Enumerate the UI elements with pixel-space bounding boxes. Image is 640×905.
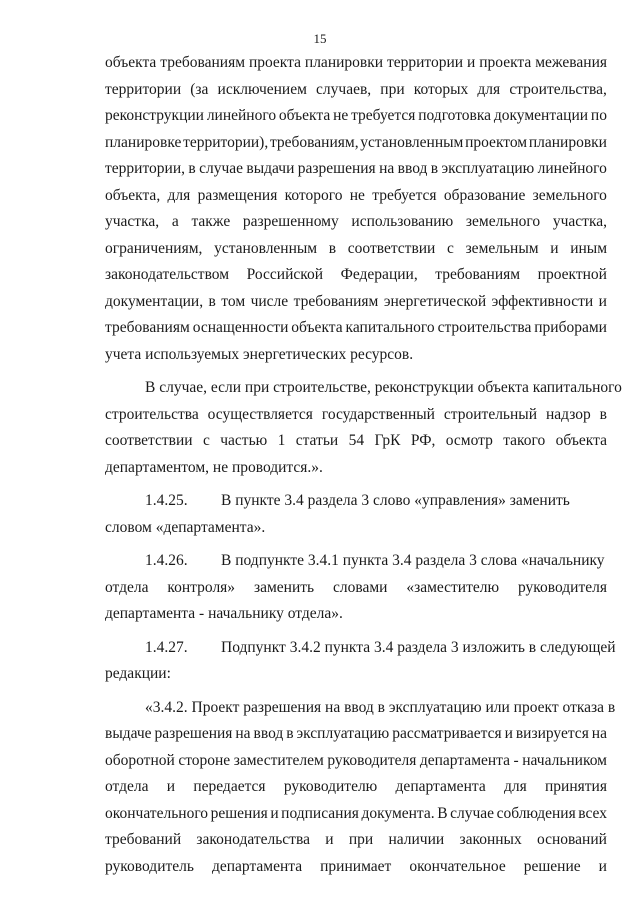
text-line: ограничениям, установленным в соответствии с земельным и иным <box>105 239 607 257</box>
item-text: Подпункт 3.4.2 пункта 3.4 раздела 3 изложить в следующей <box>221 638 616 656</box>
text-line: редакции: <box>105 665 171 682</box>
text-line: отдела контроля» заменить словами «заместителю руководителя <box>105 578 607 596</box>
text-line: окончательного решения и подписания документа. В случае соблюдения всех <box>105 804 607 822</box>
text-line: руководитель департамента принимает окончательное решение и <box>105 857 607 875</box>
text-line <box>105 635 616 662</box>
text-line: выдаче разрешения на ввод в эксплуатацию рассматривается и визируется на <box>105 725 607 742</box>
text-line: объекта, для размещения которого не требуется образование земельного <box>105 186 607 204</box>
text-line: законодательством Российской Федерации, требованиям проектной <box>105 266 607 283</box>
item-text: В пункте 3.4 раздела 3 слово «управления» заменить <box>221 492 570 509</box>
text-line: документации, в том числе требованиям энергетической эффективности и <box>105 292 607 310</box>
text-line: департамента - начальнику отдела». <box>105 605 343 622</box>
text-line: учета используемых энергетических ресурсов. <box>105 345 414 363</box>
text-line: реконструкции линейного объекта не требуется подготовка документации по <box>105 107 607 124</box>
item-text: В подпункте 3.4.1 пункта 3.4 раздела 3 слова «начальнику <box>221 552 605 569</box>
text-line: В случае, если при строительстве, реконструкции объекта капитального <box>145 379 622 396</box>
document-body <box>105 50 622 880</box>
numbered-paragraph <box>105 635 616 688</box>
text-line: территории (за исключением случаев, при которых для строительства, <box>105 80 607 98</box>
text-line: департаментом, не проводится.». <box>105 458 323 476</box>
item-number: 1.4.27. <box>145 638 188 656</box>
paragraph <box>105 375 622 481</box>
page-number: 15 <box>313 31 327 46</box>
text-line <box>105 548 607 575</box>
quoted-paragraph <box>105 695 616 881</box>
text-line: планировке территории), требованиям, установленным проектом планировки <box>105 133 607 151</box>
text-line: «3.4.2. Проект разрешения на ввод в эксплуатацию или проект отказа в <box>145 698 616 716</box>
text-line: объекта требованиям проекта планировки территории и проекта межевания <box>105 54 607 71</box>
text-line: оборотной стороне заместителем руководителя департамента - начальником <box>105 751 607 769</box>
text-line <box>105 488 607 515</box>
item-number: 1.4.26. <box>145 552 188 569</box>
text-line: участка, а также разрешенному использованию земельного участка, <box>105 213 607 230</box>
text-line: территории, в случае выдачи разрешения на ввод в эксплуатацию линейного <box>105 160 607 177</box>
text-line: соответствии с частью 1 статьи 54 ГрК РФ, осмотр такого объекта <box>105 432 607 449</box>
text-line: отдела и передается руководителю департамента для принятия <box>105 778 607 795</box>
text-line: требованиям оснащенности объекта капитального строительства приборами <box>105 319 607 336</box>
text-line: требований законодательства и при наличии законных оснований <box>105 831 607 848</box>
item-number: 1.4.25. <box>145 492 188 509</box>
text-line: строительства осуществляется государственный строительный надзор в <box>105 405 607 423</box>
numbered-paragraph <box>105 548 607 628</box>
paragraph <box>105 50 607 368</box>
numbered-paragraph <box>105 488 607 541</box>
text-line: словом «департамента». <box>105 518 266 536</box>
